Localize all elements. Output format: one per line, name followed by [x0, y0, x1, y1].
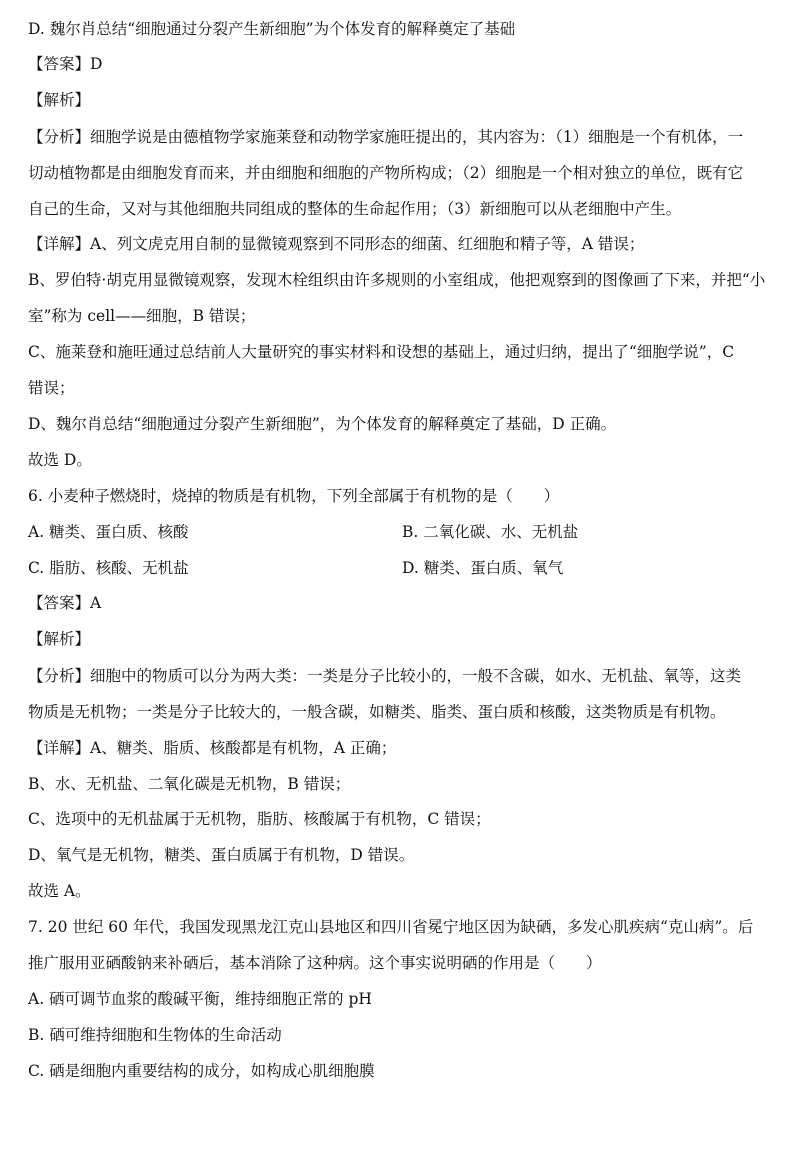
- q5-analysis-line-3: 自己的生命，又对与其他细胞共同组成的整体的生命起作用；（3）新细胞可以从老细胞中产生。: [28, 200, 682, 218]
- q6-detail-d: D、氧气是无机物，糖类、蛋白质属于有机物，D 错误。: [28, 846, 415, 864]
- q6-option-c: C. 脂肪、核酸、无机盐: [28, 559, 189, 577]
- q5-detail-b-line-1: B、罗伯特·胡克用显微镜观察，发现木栓组织由许多规则的小室组成，他把观察到的图像画了下来，并把“小: [28, 271, 766, 289]
- q5-analysis-heading: 【解析】: [28, 91, 91, 109]
- q6-analysis-heading: 【解析】: [28, 630, 91, 648]
- q6-option-a: A. 糖类、蛋白质、核酸: [28, 523, 189, 541]
- q5-analysis-line-1: 【分析】细胞学说是由德植物学家施莱登和动物学家施旺提出的，其内容为：（1）细胞是一个有机体，一: [28, 128, 744, 146]
- q7-stem-line-1: 7. 20 世纪 60 年代，我国发现黑龙江克山县地区和四川省冕宁地区因为缺硒，多发心肌疾病“克山病”。后: [28, 918, 754, 936]
- q5-detail-d: D、魏尔肖总结“细胞通过分裂产生新细胞”，为个体发育的解释奠定了基础，D 正确。: [28, 415, 617, 433]
- q6-answer: 【答案】A: [28, 594, 102, 612]
- q5-detail-c-line-1: C、施莱登和施旺通过总结前人大量研究的事实材料和设想的基础上，通过归纳，提出了“细胞学说”，C: [28, 343, 735, 361]
- q5-detail-c-line-2: 错误；: [28, 379, 75, 397]
- q6-option-b: B. 二氧化碳、水、无机盐: [402, 523, 579, 541]
- q5-detail-b-line-2: 室”称为 cell——细胞，B 错误；: [28, 307, 256, 325]
- q6-stem: 6. 小麦种子燃烧时，烧掉的物质是有机物，下列全部属于有机物的是（ ）: [28, 487, 560, 505]
- q6-analysis-line-2: 物质是无机物；一类是分子比较大的，一般含碳，如糖类、脂类、蛋白质和核酸，这类物质是有机物。: [28, 703, 726, 721]
- q6-detail-c: C、选项中的无机盐属于无机物，脂肪、核酸属于有机物，C 错误；: [28, 810, 491, 828]
- q5-conclusion: 故选 D。: [28, 451, 92, 469]
- q5-analysis-line-2: 切动植物都是由细胞发育而来，并由细胞和细胞的产物所构成；（2）细胞是一个相对独立的单位，既有它: [28, 164, 744, 182]
- q6-detail-a: 【详解】A、糖类、脂质、核酸都是有机物，A 正确；: [28, 739, 397, 757]
- q5-option-d: D. 魏尔肖总结“细胞通过分裂产生新细胞”为个体发育的解释奠定了基础: [28, 20, 516, 38]
- q7-option-b: B. 硒可维持细胞和生物体的生命活动: [28, 1026, 282, 1044]
- q7-stem-line-2: 推广服用亚硒酸钠来补硒后，基本消除了这种病。这个事实说明硒的作用是（ ）: [28, 954, 602, 972]
- q5-detail-a: 【详解】A、列文虎克用自制的显微镜观察到不同形态的细菌、红细胞和精子等，A 错误；: [28, 235, 645, 253]
- q7-option-c: C. 硒是细胞内重要结构的成分，如构成心肌细胞膜: [28, 1062, 375, 1080]
- q6-conclusion: 故选 A。: [28, 882, 91, 900]
- q6-detail-b: B、水、无机盐、二氧化碳是无机物，B 错误；: [28, 775, 351, 793]
- q6-analysis-line-1: 【分析】细胞中的物质可以分为两大类：一类是分子比较小的，一般不含碳，如水、无机盐、氧等，这类: [28, 667, 742, 685]
- q7-option-a: A. 硒可调节血浆的酸碱平衡，维持细胞正常的 pH: [28, 990, 372, 1008]
- q5-answer: 【答案】D: [28, 55, 103, 73]
- q6-option-d: D. 糖类、蛋白质、氧气: [402, 559, 564, 577]
